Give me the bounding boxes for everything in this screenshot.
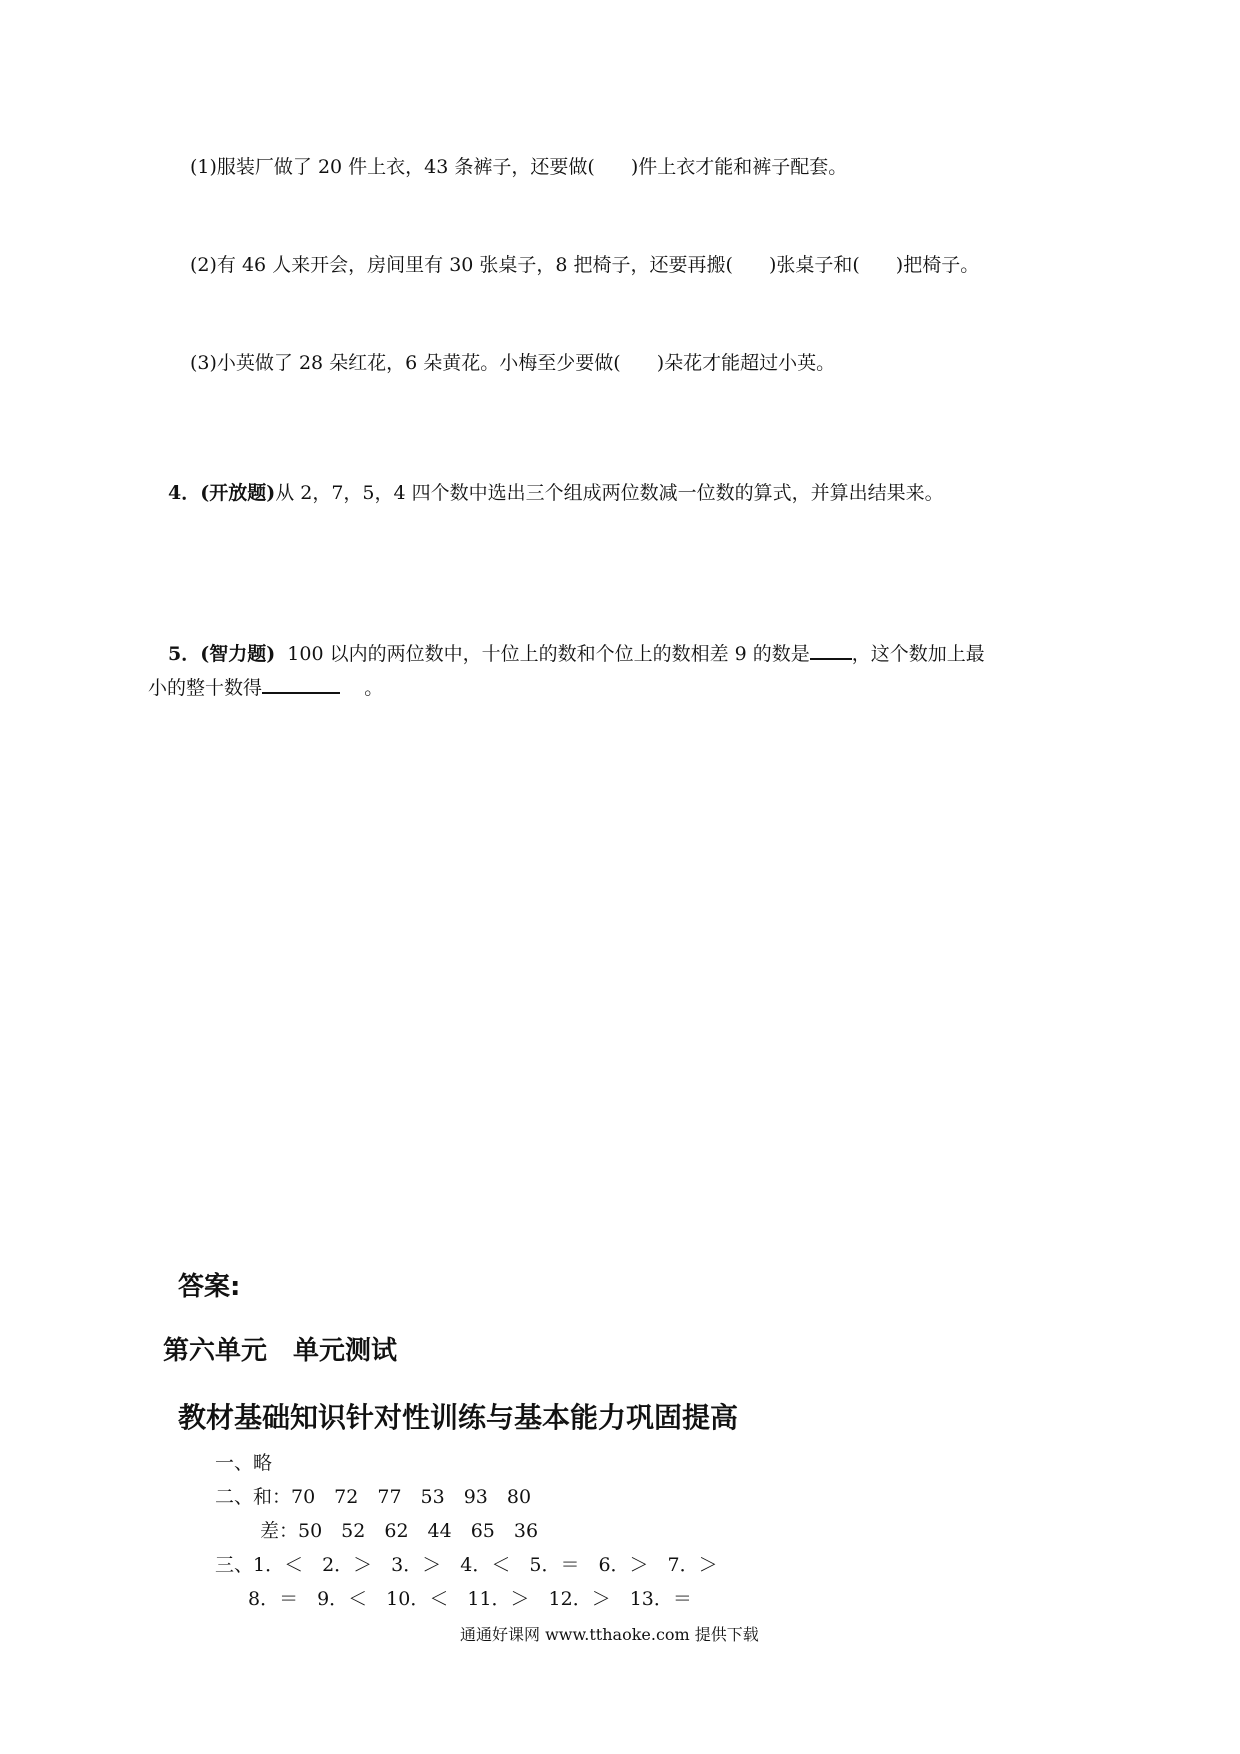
question-4 (168, 480, 944, 506)
answer-blank (262, 674, 340, 694)
q3-3-text-b: )朵花才能超过小英。 (656, 352, 836, 374)
answer-line-3: 差：50 52 62 44 65 36 (260, 1520, 539, 1542)
q3-1-text-b: )件上衣才能和裤子配套。 (630, 156, 848, 178)
answer-line-2: 二、和：70 72 77 53 93 80 (215, 1486, 532, 1508)
question-3-3 (190, 350, 835, 376)
footer-credit: 通通好课网 www.tthaoke.com 提供下载 (460, 1625, 759, 1644)
unit-title: 第六单元 单元测试 (163, 1336, 398, 1366)
question-3-1 (190, 154, 847, 180)
answer-line-1: 一、略 (215, 1452, 273, 1474)
q3-2-text-a: (2)有 46 人来开会，房间里有 30 张桌子，8 把椅子，还要再搬( (190, 254, 733, 276)
q4-text: 从 2，7，5，4 四个数中选出三个组成两位数减一位数的算式，并算出结果来。 (275, 482, 944, 504)
q3-3-text-a: (3)小英做了 28 朵红花，6 朵黄花。小梅至少要做( (190, 352, 621, 374)
q5-text-b: ，这个数加上最 (851, 643, 985, 665)
section-title: 教材基础知识针对性训练与基本能力巩固提高 (178, 1401, 739, 1434)
answers-heading: 答案: (178, 1272, 241, 1302)
q3-2-text-b: )张桌子和( (768, 254, 860, 276)
q4-label: 4．(开放题) (168, 482, 276, 504)
q5-text-c: 小的整十数得 (148, 677, 263, 699)
answer-line-4: 三、1．＜ 2．＞ 3．＞ 4．＜ 5．＝ 6．＞ 7．＞ (215, 1554, 718, 1576)
q5-text-d: 。 (364, 677, 384, 699)
answer-blank (810, 640, 852, 660)
q3-2-text-c: )把椅子。 (895, 254, 980, 276)
q5-text-a: 100 以内的两位数中，十位上的数和个位上的数相差 9 的数是 (287, 643, 810, 665)
question-5-continued (148, 674, 383, 701)
q5-label: 5．(智力题) (168, 643, 276, 665)
question-5 (168, 640, 985, 667)
answer-line-5: 8．＝ 9．＜ 10．＜ 11．＞ 12．＞ 13．＝ (248, 1588, 692, 1610)
question-3-2 (190, 252, 979, 278)
q3-1-text-a: (1)服装厂做了 20 件上衣，43 条裤子，还要做( (190, 156, 595, 178)
